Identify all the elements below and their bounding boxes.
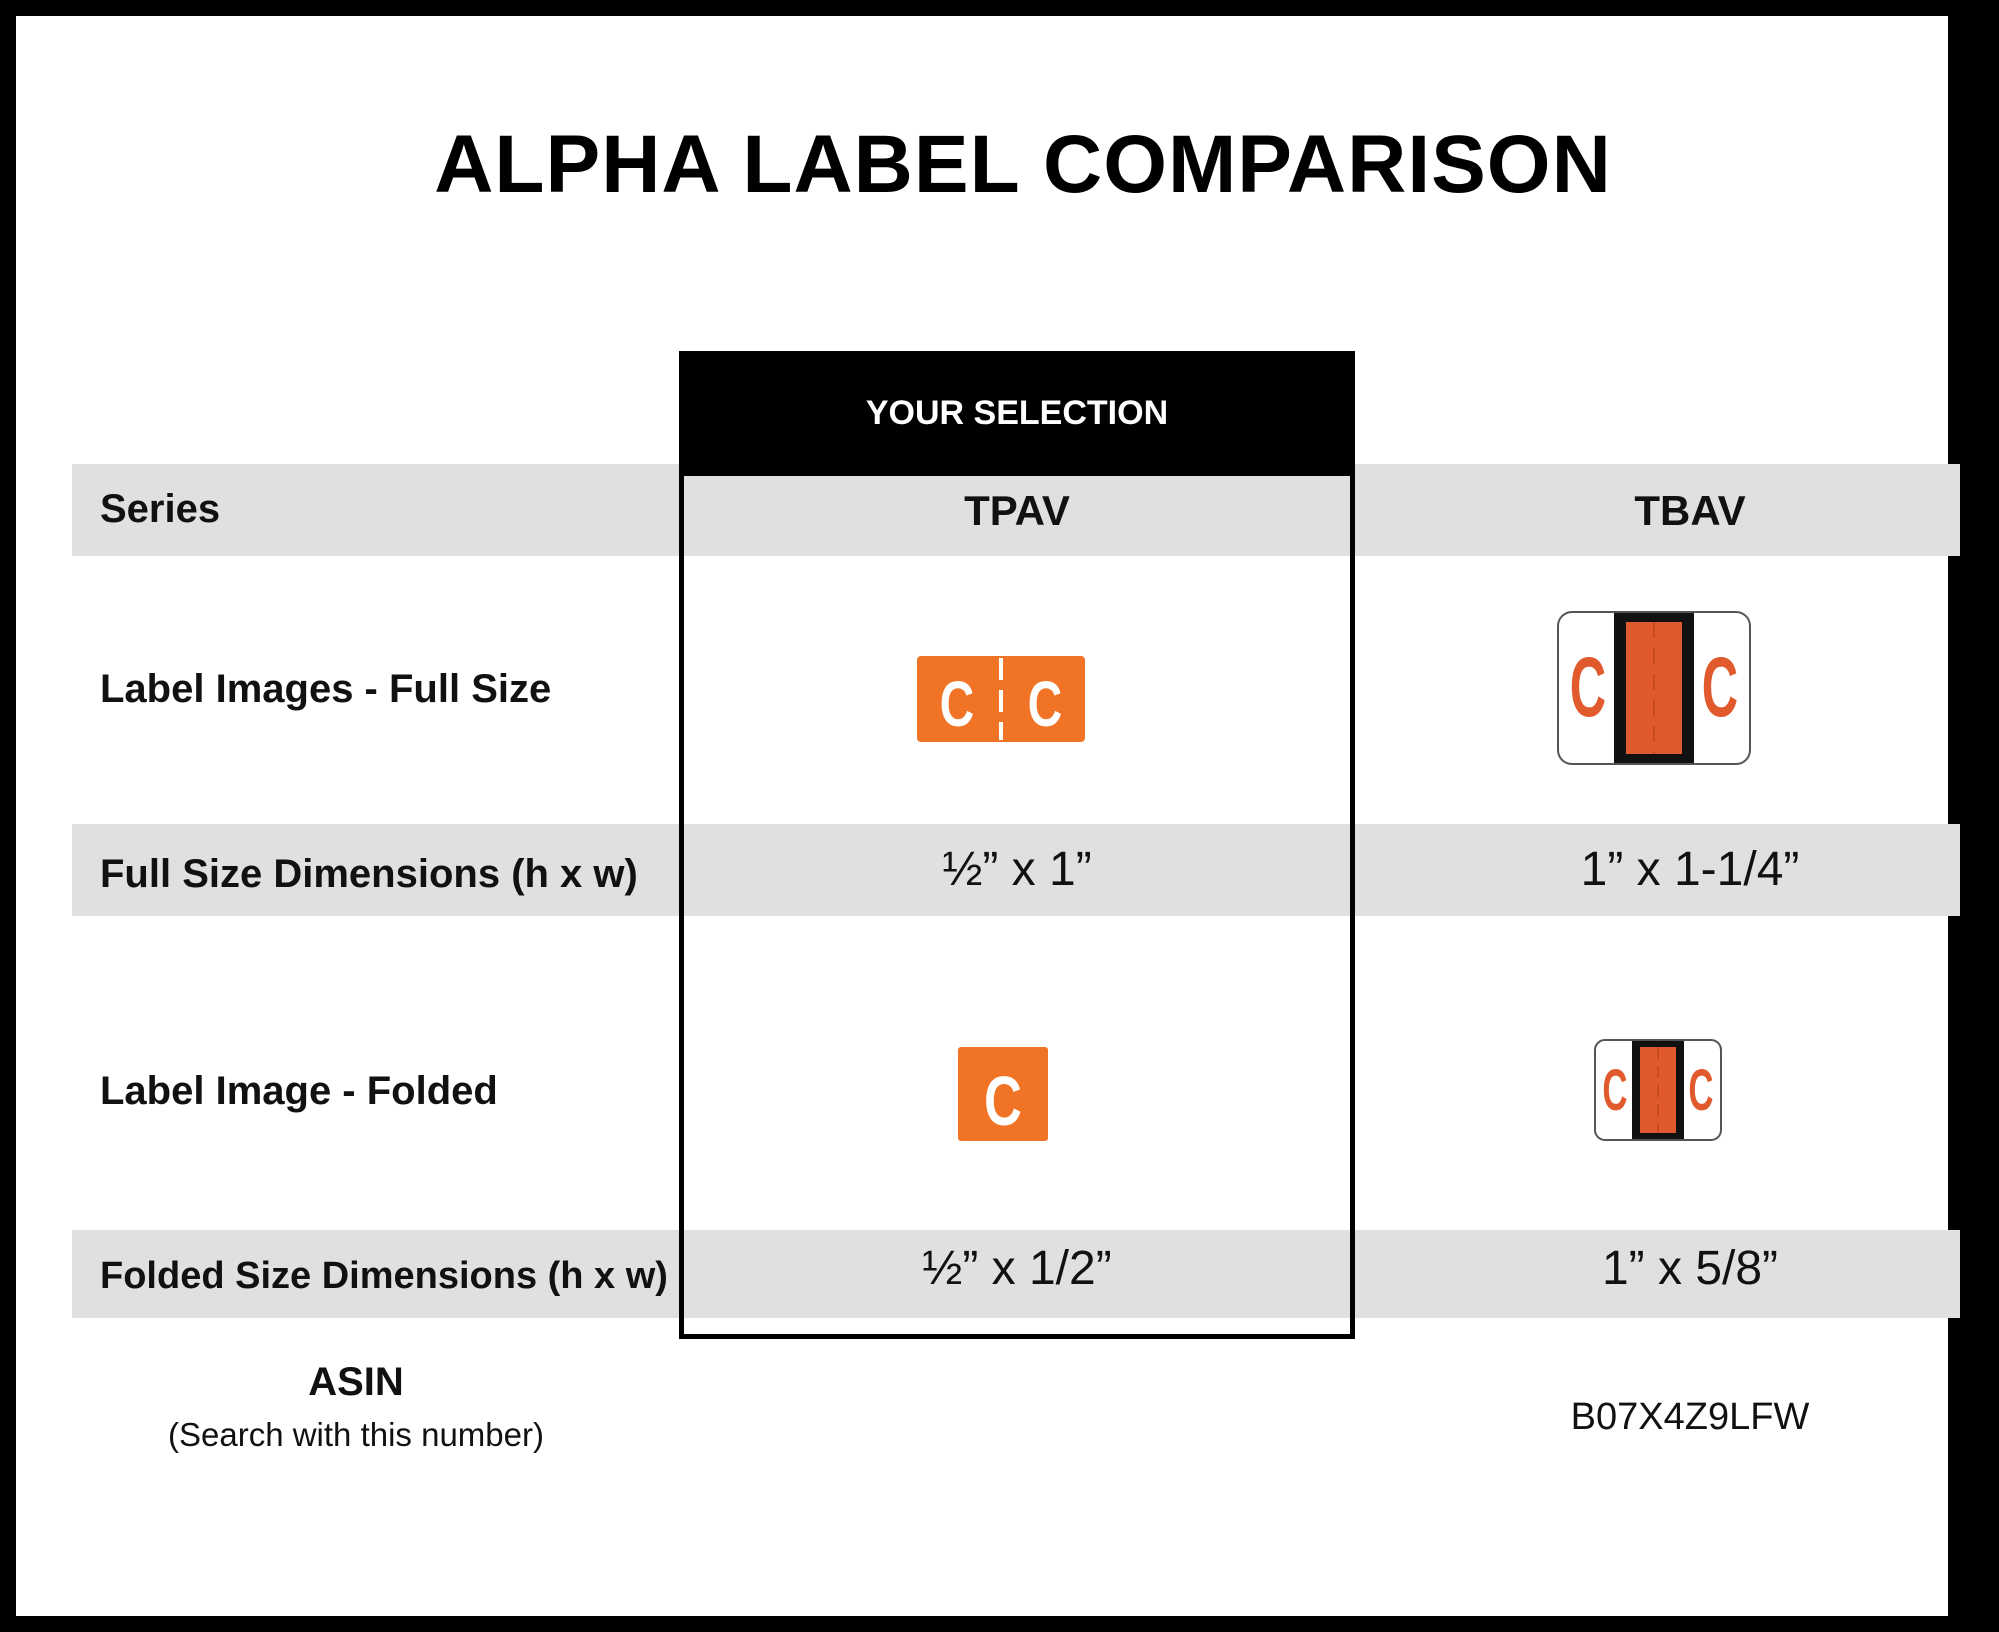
row-label-asin-hint: (Search with this number) <box>168 1416 544 1453</box>
row-label-asin: ASIN <box>308 1360 404 1404</box>
page-title: ALPHA LABEL COMPARISON <box>434 119 1612 210</box>
tbav-asin: B07X4Z9LFW <box>1570 1396 1810 1438</box>
tbav-folded-label-letter-left: C <box>1602 1059 1628 1124</box>
tbav-full-label-letter-left: C <box>1569 639 1607 735</box>
row-label-series: Series <box>100 487 221 531</box>
tpav-folded-label-image <box>958 1047 1048 1141</box>
tpav-full-label-letter-right: C <box>1027 668 1063 740</box>
tpav-folded-label-letter: C <box>984 1062 1022 1141</box>
selection-header: YOUR SELECTION <box>679 351 1355 476</box>
row-label-images-full: Label Images - Full Size <box>100 667 552 711</box>
tbav-folded-dimensions: 1” x 5/8” <box>1601 1242 1779 1295</box>
tbav-full-dimensions: 1” x 1-1/4” <box>1580 843 1800 896</box>
tbav-folded-label-image <box>1593 1038 1723 1142</box>
tbav-series: TBAV <box>1634 487 1746 534</box>
tpav-full-label-image <box>917 656 1085 742</box>
row-label-dims-folded: Folded Size Dimensions (h x w) <box>100 1255 668 1297</box>
tpav-series: TPAV <box>964 487 1070 534</box>
comparison-card <box>16 16 1948 1616</box>
tpav-full-label-letter-left: C <box>939 668 975 740</box>
tbav-full-label-letter-right: C <box>1701 639 1739 735</box>
tpav-full-dimensions: ½” x 1” <box>942 843 1092 896</box>
tpav-folded-dimensions: ½” x 1/2” <box>922 1242 1112 1295</box>
tbav-full-label-image <box>1556 610 1752 766</box>
tbav-folded-label-letter-right: C <box>1688 1059 1714 1124</box>
row-label-image-folded: Label Image - Folded <box>100 1069 498 1113</box>
row-label-dims-full: Full Size Dimensions (h x w) <box>100 852 638 896</box>
